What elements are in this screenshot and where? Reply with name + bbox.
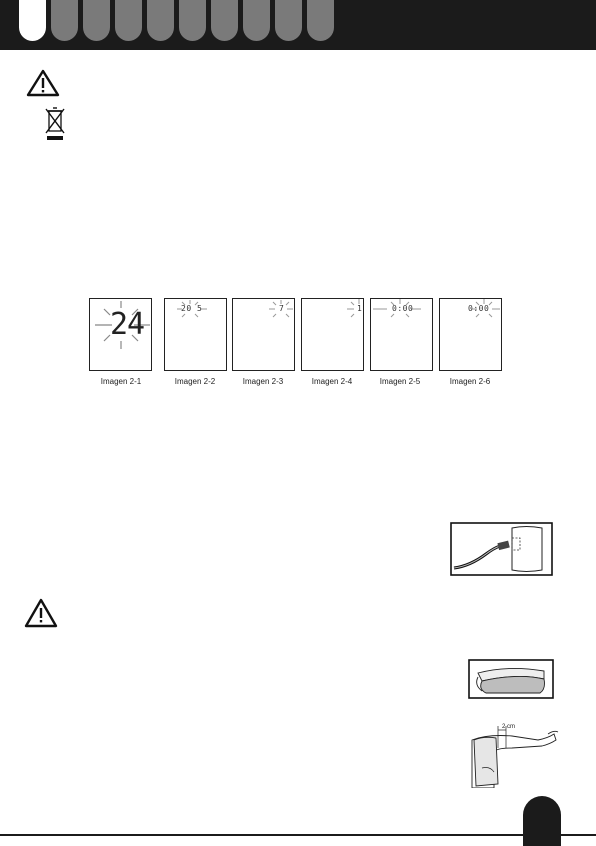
warning-triangle-icon [26,69,60,97]
tab-7[interactable] [211,0,238,41]
lcd-figure-6 [439,298,502,371]
lcd-figure-2 [164,298,227,371]
tab-10[interactable] [307,0,334,41]
header-bar [0,0,596,50]
cuff-illustration [468,659,554,699]
figure-caption: Imagen 2-2 [174,377,216,386]
cuff-connector-illustration [450,522,553,576]
lcd-digits: 0:00 [468,304,490,313]
lcd-figure-4 [301,298,364,371]
lcd-figure-3 [232,298,295,371]
tab-5[interactable] [147,0,174,41]
lcd-digits: 0:00 [392,304,414,313]
page-number-badge [523,796,561,846]
crossed-bin-icon [44,106,66,142]
arm-cuff-placement-illustration [468,718,560,788]
footer-line [0,834,596,836]
figure-caption: Imagen 2-4 [311,377,353,386]
warning-triangle-icon [24,598,58,628]
figure-caption: Imagen 2-3 [242,377,284,386]
tab-2[interactable] [51,0,78,41]
lcd-figure-5 [370,298,433,371]
figure-caption: Imagen 2-1 [100,377,142,386]
lcd-figure-1 [89,298,152,371]
cuff-distance-label: 2 cm [502,724,516,730]
lcd-digits: 1 [357,304,363,313]
figure-caption: Imagen 2-6 [449,377,491,386]
lcd-digits: 20 5 [181,304,203,313]
tab-8[interactable] [243,0,270,41]
lcd-digits: 24 [110,307,145,342]
tab-1[interactable] [19,0,46,41]
blink-rays [302,299,365,329]
tab-3[interactable] [83,0,110,41]
tab-9[interactable] [275,0,302,41]
lcd-digits: 7 [279,304,285,313]
figure-caption: Imagen 2-5 [379,377,421,386]
blink-rays [233,299,296,329]
tab-4[interactable] [115,0,142,41]
tab-6[interactable] [179,0,206,41]
